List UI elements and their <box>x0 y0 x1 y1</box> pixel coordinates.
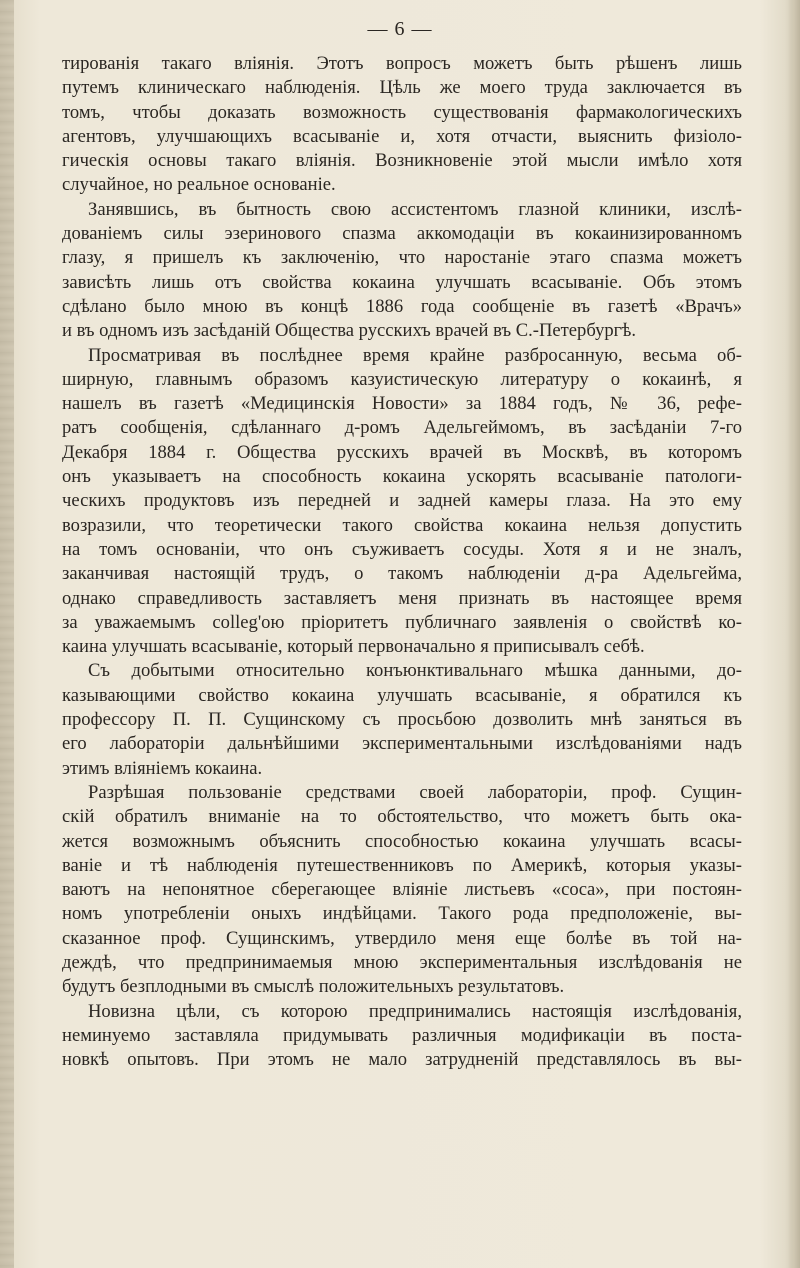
text-line: его лабораторіи дальнѣйшими экспериментальными изслѣдованіями надъ <box>62 733 742 755</box>
body-text <box>62 52 742 1072</box>
text-line: Просматривая въ послѣднее время крайне разбросанную, весьма об- <box>88 344 742 366</box>
page-edge-shadow <box>788 0 800 1268</box>
text-line: томъ, чтобы доказать возможность существованія фармакологическихъ <box>62 101 742 123</box>
text-line: Съ добытыми относительно конъюнктивальнаго мѣшка данными, до- <box>88 660 742 682</box>
text-line: неминуемо заставляла придумывать различныя модификаціи въ поста- <box>62 1024 742 1046</box>
text-line: каина улучшать всасываніе, который первоначально я приписывалъ себѣ. <box>62 636 645 658</box>
text-line: дованіемъ силы эзеринового спазма аккомодаціи въ кокаинизированномъ <box>62 223 742 245</box>
text-line: новкѣ опытовъ. При этомъ не мало затрудненій представлялось въ вы- <box>62 1049 742 1071</box>
text-line: и въ одномъ изъ засѣданій Общества русскихъ врачей въ С.-Петербургѣ. <box>62 320 637 342</box>
text-line: номъ употребленіи оныхъ индѣйцами. Такого рода предположеніе, вы- <box>62 903 742 925</box>
page-number: — 6 — <box>367 18 433 40</box>
text-line: однако справедливость заставляетъ меня признать въ настоящее время <box>62 587 742 609</box>
text-line: ваютъ на непонятное сберегающее вліяніе листьевъ «coca», при постоян- <box>62 879 742 901</box>
text-line: ратъ сообщенія, сдѣланнаго д-ромъ Адельгеймомъ, въ засѣданіи 7-го <box>62 417 742 439</box>
text-line: ширную, главнымъ образомъ казуистическую литературу о кокаинѣ, я <box>62 368 742 390</box>
text-line: деждѣ, что предпринимаемыя мною экспериментальныя изслѣдованія не <box>62 951 742 973</box>
text-line: за уважаемымъ collеg'ою пріоритетъ публичнаго заявленія о свойствѣ ко- <box>62 611 742 633</box>
text-line: Новизна цѣли, съ которою предпринимались настоящія изслѣдованія, <box>88 1000 742 1022</box>
text-line: будутъ безплодными въ смыслѣ положительныхъ результатовъ. <box>62 976 565 998</box>
text-line: сказанное проф. Сущинскимъ, утвердило меня еще болѣе въ той на- <box>62 927 742 949</box>
text-line: этимъ вліяніемъ кокаина. <box>62 757 263 779</box>
text-line: гическія основы такаго вліянія. Возникновеніе этой мысли имѣло хотя <box>62 150 742 172</box>
text-line: ческихъ продуктовъ изъ передней и задней камеры глаза. На это ему <box>62 490 742 512</box>
text-line: профессору П. П. Сущинскому съ просьбою дозволить мнѣ заняться въ <box>62 709 742 731</box>
text-line: путемъ клиническаго наблюденія. Цѣль же моего труда заключается въ <box>62 77 742 99</box>
page-binding-shadow <box>0 0 14 1268</box>
text-line: возразили, что теоретически такого свойства кокаина нельзя допустить <box>62 514 742 536</box>
text-line: Декабря 1884 г. Общества русскихъ врачей въ Москвѣ, въ которомъ <box>62 441 742 463</box>
text-line: ваніе и тѣ наблюденія путешественниковъ по Америкѣ, которыя указы- <box>62 854 742 876</box>
text-line: казывающими свойство кокаина улучшать всасываніе, я обратился къ <box>62 684 742 706</box>
text-line: сдѣлано было мною въ концѣ 1886 года сообщеніе въ газетѣ «Врачъ» <box>62 295 742 317</box>
text-line: жется возможнымъ объяснить способностью кокаина улучшать всасы- <box>62 830 742 852</box>
text-line: онъ указываетъ на способность кокаина ускорять всасываніе патологи- <box>62 466 742 488</box>
text-line: Занявшись, въ бытность свою ассистентомъ глазной клиники, изслѣ- <box>88 198 742 220</box>
text-line: глазу, я пришелъ къ заключенію, что наростаніе этаго спазма можетъ <box>62 247 742 269</box>
text-line: скій обратилъ вниманіе на то обстоятельство, что можетъ быть ока- <box>62 806 742 828</box>
text-line: нашелъ въ газетѣ «Медицинскія Новости» за 1884 годъ, № 36, рефе- <box>62 393 742 415</box>
text-line: Разрѣшая пользованіе средствами своей лабораторіи, проф. Сущин- <box>88 781 742 803</box>
text-line: тированія такаго вліянія. Этотъ вопросъ можетъ быть рѣшенъ лишь <box>62 53 742 74</box>
text-line: зависѣть лишь отъ свойства кокаина улучшать всасываніе. Объ этомъ <box>62 271 742 293</box>
text-line: на томъ основаніи, что онъ съуживаетъ сосуды. Хотя я и не зналъ, <box>62 538 742 560</box>
text-line: заканчивая настоящій трудъ, о такомъ наблюденіи д-ра Адельгейма, <box>62 563 742 585</box>
text-line: агентовъ, улучшающихъ всасываніе и, хотя отчасти, выяснить физіоло- <box>62 125 742 147</box>
text-line: случайное, но реальное основаніе. <box>62 174 336 196</box>
